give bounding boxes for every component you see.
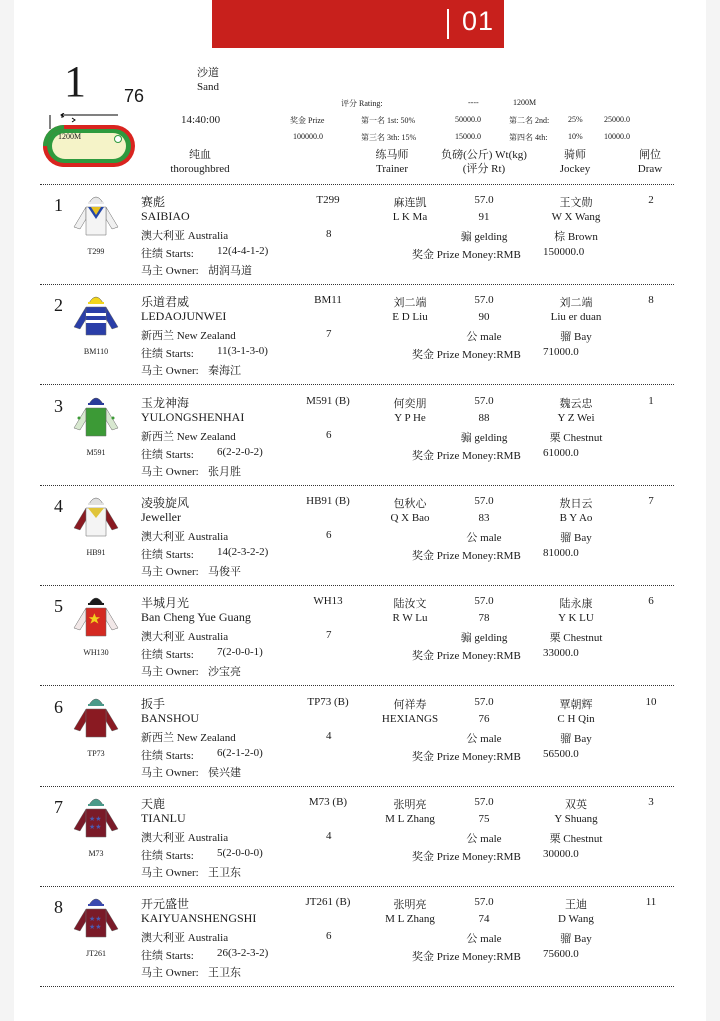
horse-name-en: Jeweller	[141, 509, 181, 524]
starts-value: 7(2-0-0-1)	[217, 646, 263, 659]
weight: 57.0	[474, 494, 494, 507]
jockey-header-en: Jockey	[559, 163, 591, 175]
draw-header-en: Draw	[637, 163, 663, 175]
horse-name-en: TIANLU	[141, 810, 186, 825]
horse-sex: 公 male	[466, 531, 502, 544]
jockey-silk-icon	[72, 895, 120, 944]
trainer-cn: 麻连凯	[393, 197, 427, 209]
third-value: 15000.0	[455, 132, 481, 141]
rating-value: ----	[468, 98, 479, 107]
rating: 76	[478, 712, 490, 725]
weight: 57.0	[474, 194, 494, 206]
divider	[40, 886, 674, 887]
horse-name-cn: 凌骏旋风	[141, 495, 190, 510]
rating: 74	[478, 913, 490, 926]
horse-code: T299	[316, 194, 340, 206]
divider	[40, 284, 674, 285]
fourth-label: 第四名 4th:	[509, 133, 548, 142]
trainer-en: L K Ma	[392, 211, 428, 223]
horse-origin: 新西兰 New Zealand	[141, 330, 236, 343]
starts-label: 往绩 Starts:	[141, 749, 194, 762]
starts-value: 26(3-2-3-2)	[217, 947, 269, 960]
horse-origin: 澳大利亚 Australia	[141, 230, 229, 242]
starts-label: 往绩 Starts:	[141, 548, 194, 561]
horse-color: 骝 Bay	[560, 531, 592, 544]
horse-rank: 6	[54, 696, 63, 717]
trainer-en: Y P He	[394, 411, 426, 424]
owner-label: 马主 Owner:	[141, 265, 199, 277]
owner-name: 秦海江	[208, 365, 241, 378]
horse-rank: 5	[54, 596, 63, 617]
jockey-cn: 魏云忠	[559, 397, 593, 410]
jockey-silk-icon	[72, 293, 120, 342]
rating-label: 评分 Rating:	[341, 99, 383, 108]
jockey-en: Liu er duan	[550, 311, 602, 324]
horse-code: M73 (B)	[308, 795, 348, 808]
race-distance: 1200M	[513, 98, 537, 107]
horse-color: 骝 Bay	[560, 331, 592, 344]
prize-money-label: 奖金 Prize Money:RMB	[412, 549, 521, 562]
starts-value: 6(2-2-0-2)	[217, 445, 263, 458]
jockey-cn: 敖日云	[559, 497, 593, 510]
prize-money-value: 33000.0	[543, 647, 579, 660]
silk-code: TP73	[87, 748, 105, 758]
horse-name-cn: 赛彪	[141, 195, 166, 209]
jockey-en: D Wang	[558, 913, 594, 926]
draw: 10	[645, 695, 657, 708]
weight: 57.0	[474, 595, 494, 608]
starts-value: 14(2-3-2-2)	[217, 545, 269, 558]
starts-label: 往绩 Starts:	[141, 448, 194, 461]
starts-value: 11(3-1-3-0)	[217, 345, 268, 358]
horse-sex: 公 male	[466, 732, 502, 745]
horse-code: HB91 (B)	[306, 494, 350, 507]
starts-label: 往绩 Starts:	[141, 950, 194, 963]
trainer-header-en: Trainer	[376, 163, 408, 175]
horse-color: 栗 Chestnut	[549, 832, 603, 845]
jockey-silk-icon	[72, 795, 120, 844]
divider	[40, 786, 674, 787]
rating: 90	[478, 311, 490, 324]
owner-name: 张月胜	[208, 465, 241, 478]
horse-color: 栗 Chestnut	[549, 632, 603, 645]
jockey-header-cn: 骑师	[564, 149, 586, 161]
horse-origin: 澳大利亚 Australia	[141, 631, 229, 644]
jockey-cn: 陆永康	[559, 598, 593, 611]
prize-money-value: 81000.0	[543, 546, 579, 559]
silk-code: JT261	[86, 949, 106, 959]
horse-age: 7	[326, 328, 332, 341]
draw-header-cn: 闸位	[639, 149, 661, 161]
horse-origin: 新西兰 New Zealand	[141, 430, 236, 443]
draw: 6	[648, 595, 654, 608]
trainer-cn: 张明亮	[393, 899, 427, 912]
horse-color: 棕 Brown	[554, 231, 598, 243]
draw: 11	[645, 896, 657, 909]
horse-sex: 骟 gelding	[460, 431, 508, 444]
divider	[40, 585, 674, 586]
silk-code: M591	[86, 447, 106, 457]
silk-code: HB91	[86, 547, 106, 557]
jockey-silk-icon	[72, 394, 120, 443]
prize-label: 奖金 Prize	[290, 116, 325, 125]
draw: 3	[648, 795, 654, 808]
horse-name-en: SAIBIAO	[141, 209, 190, 223]
horse-code: WH13	[313, 595, 343, 608]
jockey-silk-icon	[72, 193, 120, 242]
trainer-en: Q X Bao	[390, 511, 430, 524]
horse-age: 6	[326, 930, 332, 943]
jockey-en: B Y Ao	[559, 511, 593, 524]
horse-rank: 7	[54, 796, 63, 817]
divider	[40, 685, 674, 686]
horse-code: M591 (B)	[306, 394, 350, 407]
prize-money-label: 奖金 Prize Money:RMB	[412, 449, 521, 462]
jockey-en: Y K LU	[558, 612, 594, 625]
svg-text:★★: ★★	[89, 915, 102, 924]
horse-age: 4	[326, 729, 332, 742]
divider	[40, 485, 674, 486]
svg-text:★★: ★★	[89, 822, 102, 831]
starts-value: 12(4-4-1-2)	[217, 245, 269, 257]
jockey-header	[550, 148, 600, 176]
second-pct: 25%	[568, 115, 583, 124]
weight-header-cn: 负磅(公斤) Wt(kg)	[441, 149, 527, 161]
prize-money-value: 75600.0	[543, 948, 579, 961]
horse-age: 6	[326, 428, 332, 441]
starts-label: 往绩 Starts:	[141, 348, 194, 361]
prize-total: 100000.0	[293, 132, 323, 141]
owner-name: 沙宝亮	[208, 666, 241, 679]
prize-money-value: 56500.0	[543, 747, 579, 760]
horse-origin: 澳大利亚 Australia	[141, 932, 229, 945]
draw: 2	[648, 194, 654, 206]
surface-en: Sand	[197, 81, 219, 93]
svg-text:★★: ★★	[89, 923, 102, 932]
divider	[40, 986, 674, 987]
weight: 57.0	[474, 795, 494, 808]
weight: 57.0	[474, 695, 494, 708]
horse-sex: 公 male	[466, 832, 502, 845]
silk-code: M73	[88, 848, 104, 858]
horse-name-en: Ban Cheng Yue Guang	[141, 610, 251, 625]
jockey-en: Y Shuang	[554, 812, 598, 825]
breed-en: thoroughbred	[170, 163, 230, 175]
breed-header	[160, 148, 240, 176]
horse-origin: 澳大利亚 Australia	[141, 530, 229, 543]
trainer-en: M L Zhang	[385, 812, 435, 825]
track-icon	[40, 113, 140, 171]
prize-money-label: 奖金 Prize Money:RMB	[412, 850, 521, 863]
weight: 57.0	[474, 294, 494, 307]
trainer-cn: 何奕朋	[393, 397, 427, 410]
jockey-cn: 双英	[565, 798, 587, 811]
owner-label: 马主 Owner:	[141, 967, 199, 980]
third-label: 第三名 3th: 15%	[361, 133, 417, 142]
horse-name-en: KAIYUANSHENGSHI	[141, 911, 257, 926]
horse-rank: 8	[54, 897, 63, 918]
rating: 91	[478, 211, 490, 223]
horse-age: 8	[326, 228, 332, 240]
jockey-cn: 王文勋	[559, 197, 593, 209]
horse-name-cn: 扳手	[141, 696, 166, 711]
horse-origin: 澳大利亚 Australia	[141, 831, 229, 844]
owner-label: 马主 Owner:	[141, 565, 199, 578]
trainer-en: R W Lu	[392, 612, 428, 625]
prize-money-label: 奖金 Prize Money:RMB	[412, 349, 521, 362]
starts-label: 往绩 Starts:	[141, 649, 194, 662]
horse-name-cn: 开元盛世	[141, 897, 190, 912]
surface-cn: 沙道	[197, 67, 219, 79]
horse-rank: 4	[54, 495, 63, 516]
horse-color: 骝 Bay	[560, 933, 592, 946]
first-label: 第一名 1st: 50%	[361, 116, 416, 125]
prize-money-label: 奖金 Prize Money:RMB	[412, 249, 521, 261]
jockey-en: W X Wang	[551, 211, 601, 223]
trainer-en: E D Liu	[392, 311, 428, 324]
jockey-silk-icon	[72, 494, 120, 543]
silk-code: WH130	[83, 648, 109, 658]
track-diagram	[40, 113, 140, 176]
first-value: 50000.0	[455, 115, 481, 124]
trainer-en: M L Zhang	[385, 913, 435, 926]
jockey-cn: 刘二端	[559, 297, 593, 310]
jockey-en: C H Qin	[557, 712, 595, 725]
horse-age: 6	[326, 528, 332, 541]
horse-code: JT261 (B)	[305, 896, 351, 909]
horse-sex: 公 male	[466, 331, 502, 344]
starts-label: 往绩 Starts:	[141, 849, 194, 862]
trainer-cn: 陆汝文	[393, 598, 427, 611]
horse-origin: 新西兰 New Zealand	[141, 731, 236, 744]
prize-money-label: 奖金 Prize Money:RMB	[412, 750, 521, 763]
horse-name-cn: 玉龙神海	[141, 395, 190, 410]
trainer-en: HEXIANGS	[381, 712, 439, 725]
weight: 57.0	[474, 394, 494, 407]
owner-name: 王卫东	[208, 967, 241, 980]
track-distance-label: 1200M	[58, 132, 82, 141]
rating: 75	[478, 812, 490, 825]
prize-money-label: 奖金 Prize Money:RMB	[412, 650, 521, 663]
weight: 57.0	[474, 896, 494, 909]
race-number: 1	[64, 57, 86, 106]
horse-rank: 1	[54, 195, 63, 215]
trainer-cn: 刘二端	[393, 297, 427, 310]
horse-sex: 公 male	[466, 933, 502, 946]
race-distance-big: 76	[124, 86, 145, 106]
fourth-value: 10000.0	[604, 132, 630, 141]
horse-age: 7	[326, 629, 332, 642]
divider	[40, 384, 674, 385]
second-value: 25000.0	[604, 115, 630, 124]
divider	[40, 184, 674, 185]
starts-value: 6(2-1-2-0)	[217, 746, 263, 759]
draw-header	[630, 148, 670, 176]
jockey-cn: 王迪	[565, 899, 587, 912]
horse-rank: 2	[54, 295, 63, 316]
starts-value: 5(2-0-0-0)	[217, 846, 263, 859]
page-number: 01	[462, 6, 495, 36]
draw: 1	[648, 394, 654, 407]
owner-name: 胡润马道	[208, 265, 252, 277]
weight-header	[436, 148, 532, 176]
owner-label: 马主 Owner:	[141, 465, 199, 478]
race-time: 14:40:00	[181, 114, 221, 126]
silk-code: BM110	[83, 347, 109, 357]
horse-age: 4	[326, 829, 332, 842]
owner-label: 马主 Owner:	[141, 666, 199, 679]
starts-label: 往绩 Starts:	[141, 248, 194, 260]
horse-name-cn: 天鹿	[141, 796, 166, 811]
owner-label: 马主 Owner:	[141, 766, 199, 779]
horse-color: 栗 Chestnut	[549, 431, 603, 444]
jockey-silk-icon	[72, 594, 120, 643]
horse-sex: 骟 gelding	[460, 632, 508, 645]
horse-code: TP73 (B)	[307, 695, 349, 708]
owner-label: 马主 Owner:	[141, 866, 199, 879]
trainer-header-cn: 练马师	[375, 149, 409, 161]
owner-name: 王卫东	[208, 866, 241, 879]
prize-money-value: 71000.0	[543, 346, 579, 359]
horse-name-en: LEDAOJUNWEI	[141, 309, 227, 324]
horse-rank: 3	[54, 395, 63, 416]
prize-money-value: 30000.0	[543, 847, 579, 860]
owner-label: 马主 Owner:	[141, 365, 199, 378]
prize-money-label: 奖金 Prize Money:RMB	[412, 951, 521, 964]
jockey-cn: 覃朝辉	[559, 698, 593, 711]
horse-name-cn: 乐道君威	[141, 295, 190, 310]
draw: 7	[648, 494, 654, 507]
owner-name: 侯兴建	[208, 766, 241, 779]
horse-color: 骝 Bay	[560, 732, 592, 745]
rating: 83	[478, 511, 490, 524]
divider	[447, 9, 449, 39]
horse-code: BM11	[314, 294, 342, 307]
breed-cn: 纯血	[189, 149, 211, 161]
horse-name-cn: 半城月光	[141, 596, 190, 611]
svg-text:★★: ★★	[89, 814, 102, 823]
prize-money-value: 150000.0	[543, 246, 585, 258]
horse-name-en: YULONGSHENHAI	[141, 409, 245, 424]
trainer-header	[362, 148, 422, 176]
trainer-cn: 张明亮	[393, 798, 427, 811]
page-number-tab	[212, 0, 504, 48]
draw: 8	[648, 294, 654, 307]
owner-name: 马俊平	[208, 565, 241, 578]
rating: 88	[478, 411, 490, 424]
horse-name-en: BANSHOU	[141, 710, 200, 725]
second-label: 第二名 2nd:	[509, 116, 550, 125]
weight-header-en: (评分 Rt)	[462, 163, 506, 175]
trainer-cn: 包秋心	[393, 497, 427, 510]
jockey-en: Y Z Wei	[557, 411, 595, 424]
rating: 78	[478, 612, 490, 625]
fourth-pct: 10%	[568, 132, 583, 141]
trainer-cn: 何祥寿	[393, 698, 427, 711]
horse-sex: 骟 gelding	[460, 231, 508, 243]
silk-code: T299	[87, 247, 105, 256]
prize-money-value: 61000.0	[543, 446, 579, 459]
jockey-silk-icon	[72, 695, 120, 744]
